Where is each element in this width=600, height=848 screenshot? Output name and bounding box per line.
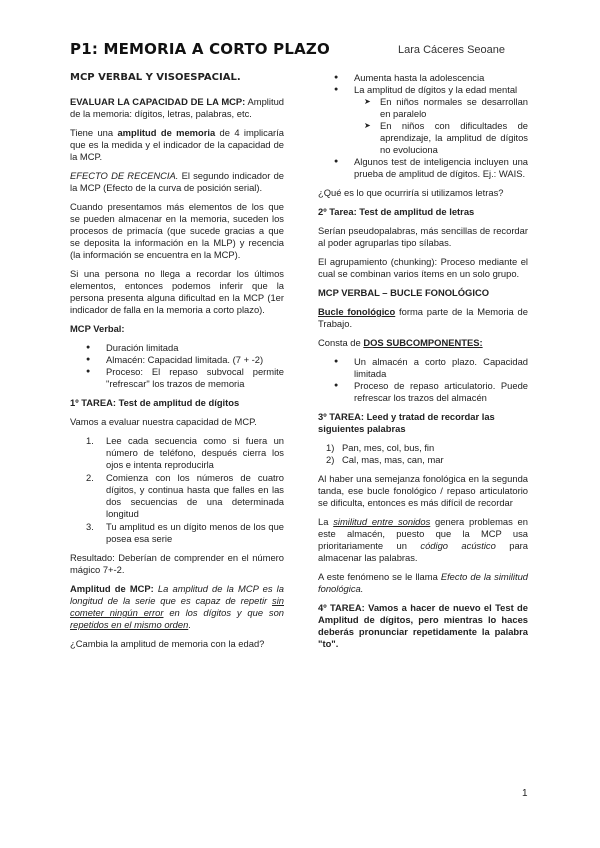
- list-item: [70, 435, 284, 471]
- step-number: 3.: [86, 521, 94, 532]
- list-item: ● La amplitud de dígitos y la edad mental: [318, 84, 528, 96]
- amplitud-mcp-underline-1: sin cometer ningún error: [70, 595, 284, 618]
- list-item: ● Algunos test de inteligencia incluyen una prueba de amplitud de dígitos. Ej.: WAIS.: [318, 156, 528, 180]
- section-subtitle: MCP VERBAL Y VISOESPACIAL.: [70, 72, 241, 83]
- evaluar-text: Amplitud de la memoria: dígitos, letras, palabras, etc.: [70, 96, 285, 119]
- list-item: ● Aumenta hasta la adolescencia: [318, 72, 528, 84]
- paragraph-recencia: [70, 170, 284, 194]
- paragraph-fenomeno: [318, 571, 528, 595]
- task3-heading: 3º TAREA: Leed y tratad de recordar las siguientes palabras: [318, 411, 495, 434]
- paragraph-consta: [318, 337, 528, 349]
- recencia-term: EFECTO DE RECENCIA.: [70, 170, 179, 181]
- bucle-term: Bucle fonológico: [318, 306, 396, 317]
- list-item: ➤ En niños con dificultades de aprendizaje, la amplitud de dígitos no evoluciona: [318, 120, 528, 156]
- bucle-heading: MCP VERBAL – BUCLE FONOLÓGICO: [318, 287, 490, 298]
- amplitud-mcp-heading: Amplitud de MCP:: [70, 583, 154, 594]
- list-item: ➤ En niños normales se desarrollan en paralelo: [318, 96, 528, 120]
- question-edad: ¿Cambia la amplitud de memoria con la edad?: [70, 638, 265, 649]
- author-name: Lara Cáceres Seoane: [398, 44, 506, 56]
- list-item: ● Un almacén a corto plazo. Capacidad limitada: [318, 356, 528, 380]
- similitud-text-b: genera problemas en este almacén, puesto que la MCP usa prioritariamente un: [318, 516, 528, 551]
- task4-paragraph: 4º TAREA: Vamos a hacer de nuevo el Test de Amplitud de dígitos, pero mientras lo haces deberás pronunciar repetidamente la palabra "to".: [318, 602, 528, 649]
- similitud-text-c: para almacenar las palabras.: [318, 540, 529, 563]
- paragraph-semejanza: Al haber una semejanza fonológica en la segunda tanda, ese bucle fonológico / repaso articulatorio se dificulta, entonces es más difícil de recordar: [318, 473, 528, 508]
- age-list-last: [318, 156, 528, 180]
- codigo-acustico: código acústico: [420, 540, 496, 551]
- task2-heading: 2º Tarea: Test de amplitud de letras: [318, 206, 475, 217]
- task1-heading: 1º TAREA: Test de amplitud de dígitos: [70, 397, 240, 408]
- task1-steps: [70, 435, 284, 545]
- evaluar-heading: EVALUAR LA CAPACIDAD DE LA MCP:: [70, 96, 246, 107]
- verbal-heading: MCP Verbal:: [70, 323, 125, 334]
- step-number: 1.: [86, 435, 94, 446]
- age-list: [318, 72, 528, 96]
- amplitud-mcp-text-a: La amplitud de la MCP es la longitud de la serie que es capaz de repetir: [70, 583, 284, 606]
- similitud-text-a: La: [318, 516, 334, 527]
- step-text: Lee cada secuencia como si fuera un número de teléfono, después cierra los ojos e intenta reproducirla: [106, 435, 284, 470]
- task3-list: [318, 442, 528, 466]
- paragraph-amplitud: [70, 127, 284, 163]
- left-column: [70, 72, 284, 657]
- item-text: Cal, mas, mas, can, mar: [342, 454, 444, 465]
- amplitud-mcp-text-c: .: [188, 619, 191, 630]
- paragraph-primacia: Cuando presentamos más elementos de los que se pueden almacenar en la memoria, suceden los procesos de primacía (que sucede gracias a que se deposita la información en la MLP) y recencia (la información se encuentra en la MCP).: [70, 201, 284, 260]
- amplitud-text-a: Tiene una: [70, 127, 118, 138]
- task2-paragraph-2: El agrupamiento (chunking): Proceso mediante el cual se combinan varios ítems en un solo grupo.: [318, 256, 528, 279]
- page-number: 1: [522, 788, 528, 799]
- fenomeno-term: Efecto de la similitud fonológica.: [318, 571, 528, 594]
- step-text: Comienza con los números de cuatro dígitos, y continua hasta que falles en las dos secuencias de una determinada longitud: [106, 472, 284, 519]
- list-item: [70, 521, 284, 545]
- task1-intro: Vamos a evaluar nuestra capacidad de MCP.: [70, 416, 257, 427]
- age-sublist: [318, 96, 528, 156]
- amplitud-text-c: de 4 implicaría que es la medida y el indicador de la capacidad de la MCP.: [70, 127, 284, 162]
- consta-text: Consta de: [318, 337, 364, 348]
- subcomponent-list: [318, 356, 528, 404]
- verbal-list: [70, 342, 284, 390]
- paragraph-similitud: [318, 516, 528, 564]
- step-number: 2.: [86, 472, 94, 483]
- amplitud-mcp-text-b: en los dígitos y que son: [163, 607, 285, 618]
- item-number: 2): [326, 454, 335, 465]
- result-text: Resultado: Deberían de comprender en el número mágico 7+-2.: [70, 552, 284, 575]
- list-item: [318, 454, 528, 466]
- paragraph-amplitud-mcp: [70, 583, 284, 631]
- amplitud-term: amplitud de memoria: [117, 127, 216, 138]
- consta-term: DOS SUBCOMPONENTES:: [363, 337, 483, 348]
- amplitud-mcp-underline-2: repetidos en el mismo orden: [70, 619, 189, 630]
- list-item: [318, 442, 528, 454]
- task2-paragraph-1: Serían pseudopalabras, más sencillas de recordar al poder agruparlas tipo sílabas.: [318, 225, 528, 248]
- question-letras: ¿Qué es lo que ocurriría si utilizamos letras?: [318, 187, 504, 198]
- similitud-term: similitud entre sonidos: [333, 516, 431, 527]
- list-item: ● Proceso de repaso articulatorio. Puede refrescar los trazos del almacén: [318, 380, 528, 404]
- list-item: ● Duración limitada: [70, 342, 284, 354]
- fenomeno-text: A este fenómeno se le llama: [318, 571, 441, 582]
- recencia-text: El segundo indicador de la MCP (Efecto de la curva de posición serial).: [70, 170, 284, 193]
- page-title: P1: MEMORIA A CORTO PLAZO: [70, 40, 330, 58]
- item-text: Pan, mes, col, bus, fin: [342, 442, 435, 453]
- paragraph-evaluar: [70, 96, 284, 120]
- item-number: 1): [326, 442, 335, 453]
- paragraph-bucle: [318, 306, 528, 330]
- list-item: ● Almacén: Capacidad limitada. (7 + -2): [70, 354, 284, 366]
- paragraph-falla: Si una persona no llega a recordar los últimos elementos, entonces podemos inferir que la persona presenta alguna dificultad en la MCP (1er indicador de falla en la memoria a corto plazo).: [70, 268, 284, 315]
- step-text: Tu amplitud es un dígito menos de los que posea esa serie: [106, 521, 284, 544]
- bucle-text: forma parte de la Memoria de Trabajo.: [318, 306, 528, 329]
- list-item: [70, 472, 284, 520]
- list-item: ● Proceso: El repaso subvocal permite "refrescar" los trazos de memoria: [70, 366, 284, 390]
- right-column: [318, 72, 528, 657]
